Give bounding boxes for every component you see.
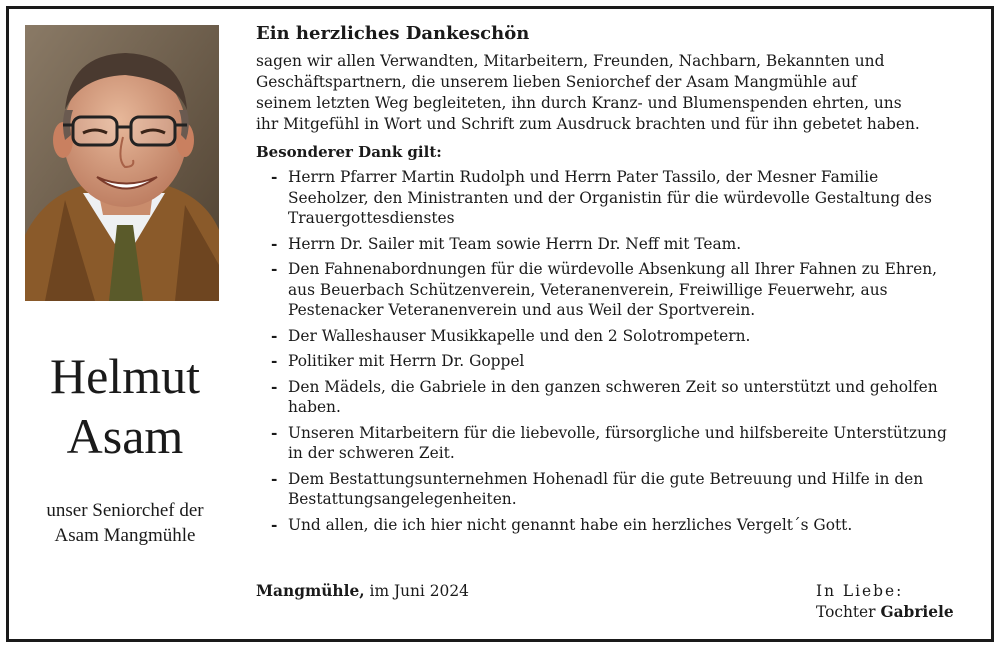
thanks-item-line: Politiker mit Herrn Dr. Goppel [288, 352, 525, 370]
thanks-item [256, 326, 971, 347]
thanks-item-line: Seeholzer, den Ministranten und der Organistin für die würdevolle Gestaltung des [288, 188, 932, 207]
place: Mangmühle, [256, 582, 365, 600]
thanks-item-line: Und allen, die ich hier nicht genannt habe ein herzliches Vergelt´s Gott. [288, 515, 853, 534]
thanks-text-block [256, 22, 971, 540]
thanks-item [256, 259, 971, 321]
person-caption [20, 498, 230, 548]
date: im Juni 2024 [369, 582, 469, 600]
special-thanks-label: Besonderer Dank gilt: [256, 143, 442, 161]
thanks-item-line: haben. [288, 398, 341, 416]
signature-block [816, 581, 954, 623]
first-name: Helmut [50, 348, 200, 404]
bullet-dash: - [271, 168, 278, 186]
thanks-list [256, 167, 971, 535]
thanks-item [256, 377, 971, 418]
thanks-item-line: Der Walleshauser Musikkapelle und den 2 Solotrompetern. [288, 326, 751, 345]
intro-line: Geschäftspartnern, die unserem lieben Seniorchef der Asam Mangmühle auf [256, 73, 857, 91]
bullet-dash: - [271, 469, 278, 488]
thanks-item [256, 234, 971, 255]
relation: Tochter [816, 603, 876, 621]
thanks-item [256, 423, 971, 464]
place-date [256, 581, 469, 602]
thanks-item-line: Dem Bestattungsunternehmen Hohenadl für die gute Betreuung und Hilfe in den [288, 469, 924, 488]
thanks-item-line: in der schweren Zeit. [288, 444, 455, 462]
intro-line: ihr Mitgefühl in Wort und Schrift zum Ausdruck brachten und für ihn gebetet haben. [256, 115, 920, 133]
thanks-item-line: aus Beuerbach Schützenverein, Veteranenverein, Freiwillige Feuerwehr, aus [288, 280, 888, 299]
intro-line: sagen wir allen Verwandten, Mitarbeitern, Freunden, Nachbarn, Bekannten und [256, 52, 885, 70]
signer-name: Gabriele [880, 603, 954, 621]
signer-line [816, 602, 954, 623]
thanks-item-line: Herrn Dr. Sailer mit Team sowie Herrn Dr. Neff mit Team. [288, 234, 742, 253]
thanks-item [256, 167, 971, 229]
bullet-dash: - [271, 260, 278, 278]
thanks-item-line: Den Fahnenabordnungen für die würdevolle Absenkung all Ihrer Fahnen zu Ehren, [288, 260, 938, 278]
bullet-dash: - [271, 234, 278, 253]
bullet-dash: - [271, 515, 278, 534]
last-name: Asam [66, 408, 184, 464]
thanks-item-line: Den Mädels, die Gabriele in den ganzen schweren Zeit so unterstützt und geholfen [288, 377, 938, 396]
thanks-item-line: Herrn Pfarrer Martin Rudolph und Herrn Pater Tassilo, der Mesner Familie [288, 168, 879, 186]
thanks-item-line: Pestenacker Veteranenverein und aus Weil der Sportverein. [288, 301, 756, 319]
love-label: In Liebe: [816, 582, 904, 600]
intro-line: seinem letzten Weg begleiteten, ihn durch Kranz- und Blumenspenden ehrten, uns [256, 94, 902, 112]
thanks-item [256, 515, 971, 536]
bullet-dash: - [271, 326, 278, 345]
bullet-dash: - [271, 352, 278, 370]
thanks-item [256, 469, 971, 510]
portrait-photo [25, 25, 219, 301]
thanks-item-line: Unseren Mitarbeitern für die liebevolle, fürsorgliche und hilfsbereite Unterstützung [288, 423, 947, 442]
thanks-item [256, 351, 971, 372]
caption-line: unser Seniorchef der [46, 500, 204, 521]
thanks-item-line: Bestattungsangelegenheiten. [288, 490, 517, 508]
bullet-dash: - [271, 377, 278, 396]
intro-paragraph [256, 51, 971, 135]
thanks-heading: Ein herzliches Dankeschön [256, 23, 530, 44]
caption-line: Asam Mangmühle [54, 525, 196, 546]
thanks-item-line: Trauergottesdienstes [288, 209, 455, 227]
bullet-dash: - [271, 423, 278, 442]
